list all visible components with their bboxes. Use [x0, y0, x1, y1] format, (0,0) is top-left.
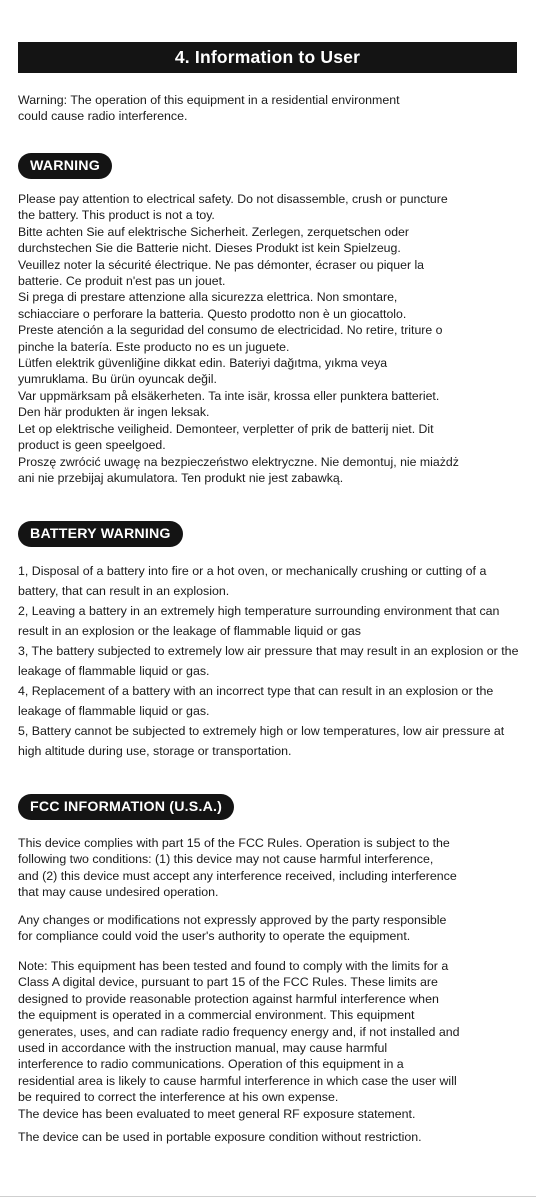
fcc-modifications-text: Any changes or modifications not expressly approved by the party responsible for compliance could void the user's authority to operate the equipment.: [18, 913, 447, 944]
list-item: 4, Replacement of a battery with an incorrect type that can result in an explosion or the leakage of flammable liquid or gas.: [18, 684, 494, 718]
battery-warning-badge: BATTERY WARNING: [18, 521, 183, 547]
list-item: 2, Leaving a battery in an extremely high temperature surrounding environment that can result in an explosion or the leakage of flammable liquid or gas: [18, 604, 500, 638]
warning-safety-text: Please pay attention to electrical safety. Do not disassemble, crush or puncture the battery. This product is not a toy. Bitte achten Sie auf elektrische Sicherheit. Zerlegen, zerquetschen oder durchstechen Sie die Batterie nicht. Dieses Produkt ist kein Spielzeug. Veuillez noter la sécurité électrique. Ne pas démonter, écraser ou piquer la batterie. Ce produit n'est pas un jouet. Si prega di prestare attenzione alla sicurezza elettrica. Non smontare, schiacciare o perforare la batteria. Questo prodotto non è un giocattolo. Preste atención a la seguridad del consumo de electricidad. No retire, triture o pinche la batería. Este producto no es un juguete. Lütfen elektrik güvenliğine dikkat edin. Bateriyi dağıtma, yıkma veya yumruklama. Bu ürün oyuncak değil. Var uppmärksam på elsäkerheten. Ta inte isär, krossa eller punktera batteriet. Den här produkten är ingen leksak. Let op elektrische veiligheid. Demonteer, verpletter of prik de batterij niet. Dit product is geen speelgoed. Proszę zwrócić uwagę na bezpieczeństwo elektryczne. Nie demontuj, nie miażdż ani nie przebijaj akumulatora. Ten produkt nie jest zabawką.: [18, 192, 459, 485]
bottom-divider: [0, 1196, 536, 1197]
fcc-portable-exposure-text: The device can be used in portable exposure condition without restriction.: [18, 1130, 422, 1144]
list-item: 1, Disposal of a battery into fire or a hot oven, or mechanically crushing or cutting of a battery, that can result in an explosion.: [18, 564, 487, 598]
fcc-compliance-text: This device complies with part 15 of the FCC Rules. Operation is subject to the following two conditions: (1) this device may not cause harmful interference, and (2) this device must accept any interference received, including interference that may cause undesired operation.: [18, 836, 457, 900]
battery-warning-list: [18, 561, 523, 761]
fcc-information-badge: FCC INFORMATION (U.S.A.): [18, 794, 234, 820]
page-title: 4. Information to User: [18, 42, 517, 73]
fcc-note-text: Note: This equipment has been tested and found to comply with the limits for a Class A digital device, pursuant to part 15 of the FCC Rules. These limits are designed to provide reasonable protection against harmful interference when the equipment is operated in a commercial environment. This equipment generates, uses, and can radiate radio frequency energy and, if not installed and used in accordance with the instruction manual, may cause harmful interference to radio communications. Operation of this equipment in a residential area is likely to cause harmful interference in which case the user will be required to correct the interference at his own expense. The device has been evaluated to meet general RF exposure statement.: [18, 959, 460, 1121]
warning-badge: WARNING: [18, 153, 112, 179]
intro-warning-text: Warning: The operation of this equipment in a residential environment could cause radio interference.: [18, 93, 400, 124]
list-item: 3, The battery subjected to extremely low air pressure that may result in an explosion or the leakage of flammable liquid or gas.: [18, 644, 519, 678]
list-item: 5, Battery cannot be subjected to extremely high or low temperatures, low air pressure at high altitude during use, storage or transportation.: [18, 724, 505, 758]
